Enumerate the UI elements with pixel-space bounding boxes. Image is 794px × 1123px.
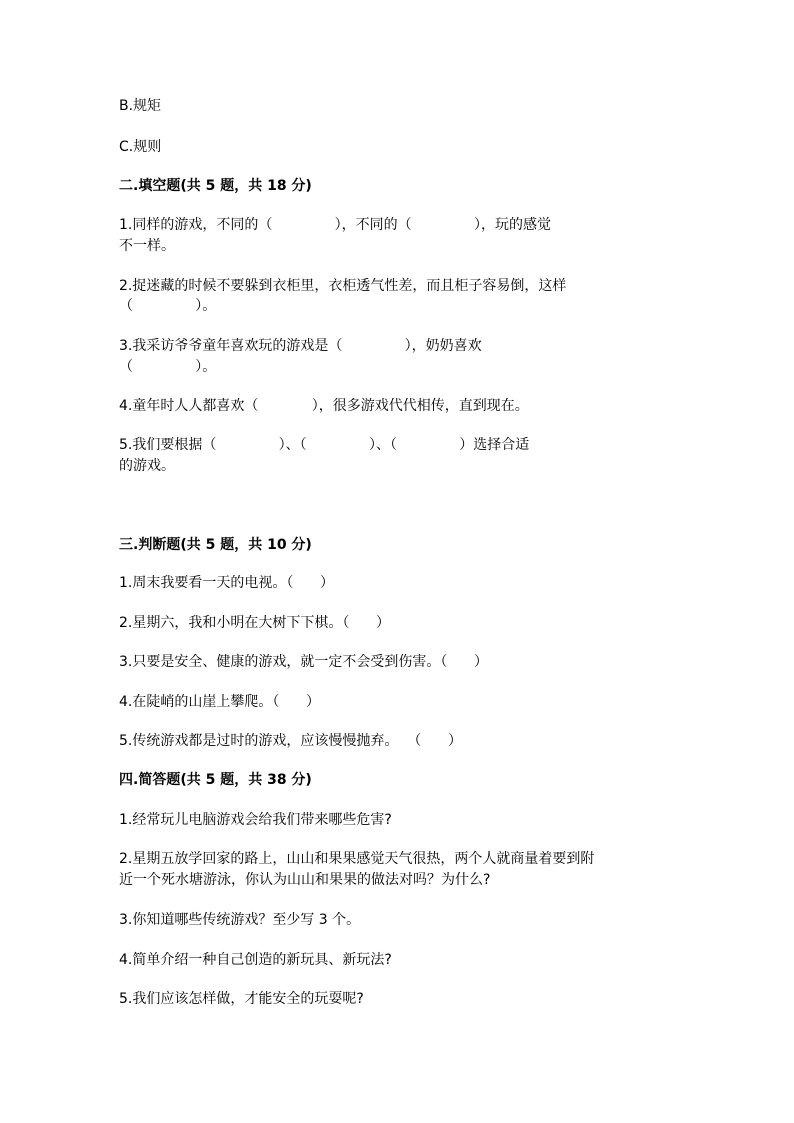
short-answer-question-1: 1.经常玩儿电脑游戏会给我们带来哪些危害? [119,812,392,828]
fill-blank-question-2-line-2: （ ）。 [119,298,217,314]
option-c: C.规则 [119,139,162,155]
section-heading-true-false: 三.判断题(共 5 题，共 10 分) [119,537,312,553]
fill-blank-question-3-line-1: 3.我采访爷爷童年喜欢玩的游戏是（ ），奶奶喜欢 [119,338,482,354]
fill-blank-question-5-line-1: 5.我们要根据（ ）、（ ）、（ ）选择合适 [119,437,530,453]
short-answer-question-5: 5.我们应该怎样做，才能安全的玩耍呢? [119,991,364,1007]
fill-blank-question-1-line-2: 不一样。 [119,238,175,254]
fill-blank-question-1-line-1: 1.同样的游戏，不同的（ ），不同的（ ），玩的感觉 [119,217,551,233]
short-answer-question-4: 4.简单介绍一种自己创造的新玩具、新玩法? [119,952,392,968]
fill-blank-question-3-line-2: （ ）。 [119,359,217,375]
short-answer-question-2-line-1: 2.星期五放学回家的路上，山山和果果感觉天气很热，两个人就商量着要到附 [119,851,595,867]
short-answer-question-3: 3.你知道哪些传统游戏？至少写 3 个。 [119,912,361,928]
true-false-question-3: 3.只要是安全、健康的游戏，就一定不会受到伤害。（ ） [119,654,489,670]
true-false-question-1: 1.周末我要看一天的电视。（ ） [119,575,335,591]
fill-blank-question-4: 4.童年时人人都喜欢（ ），很多游戏代代相传，直到现在。 [119,398,529,414]
option-b: B.规矩 [119,98,162,114]
true-false-question-2: 2.星期六，我和小明在大树下下棋。（ ） [119,615,391,631]
short-answer-question-2-line-2: 近一个死水塘游泳，你认为山山和果果的做法对吗？为什么? [119,872,491,888]
fill-blank-question-5-line-2: 的游戏。 [119,458,175,474]
section-heading-fill-blank: 二.填空题(共 5 题，共 18 分) [119,178,312,194]
section-heading-short-answer: 四.简答题(共 5 题，共 38 分) [119,772,312,788]
fill-blank-question-2-line-1: 2.捉迷藏的时候不要躲到衣柜里，衣柜透气性差，而且柜子容易倒，这样 [119,278,567,294]
true-false-question-5: 5.传统游戏都是过时的游戏，应该慢慢抛弃。 （ ） [119,733,462,749]
true-false-question-4: 4.在陡峭的山崖上攀爬。（ ） [119,694,321,710]
